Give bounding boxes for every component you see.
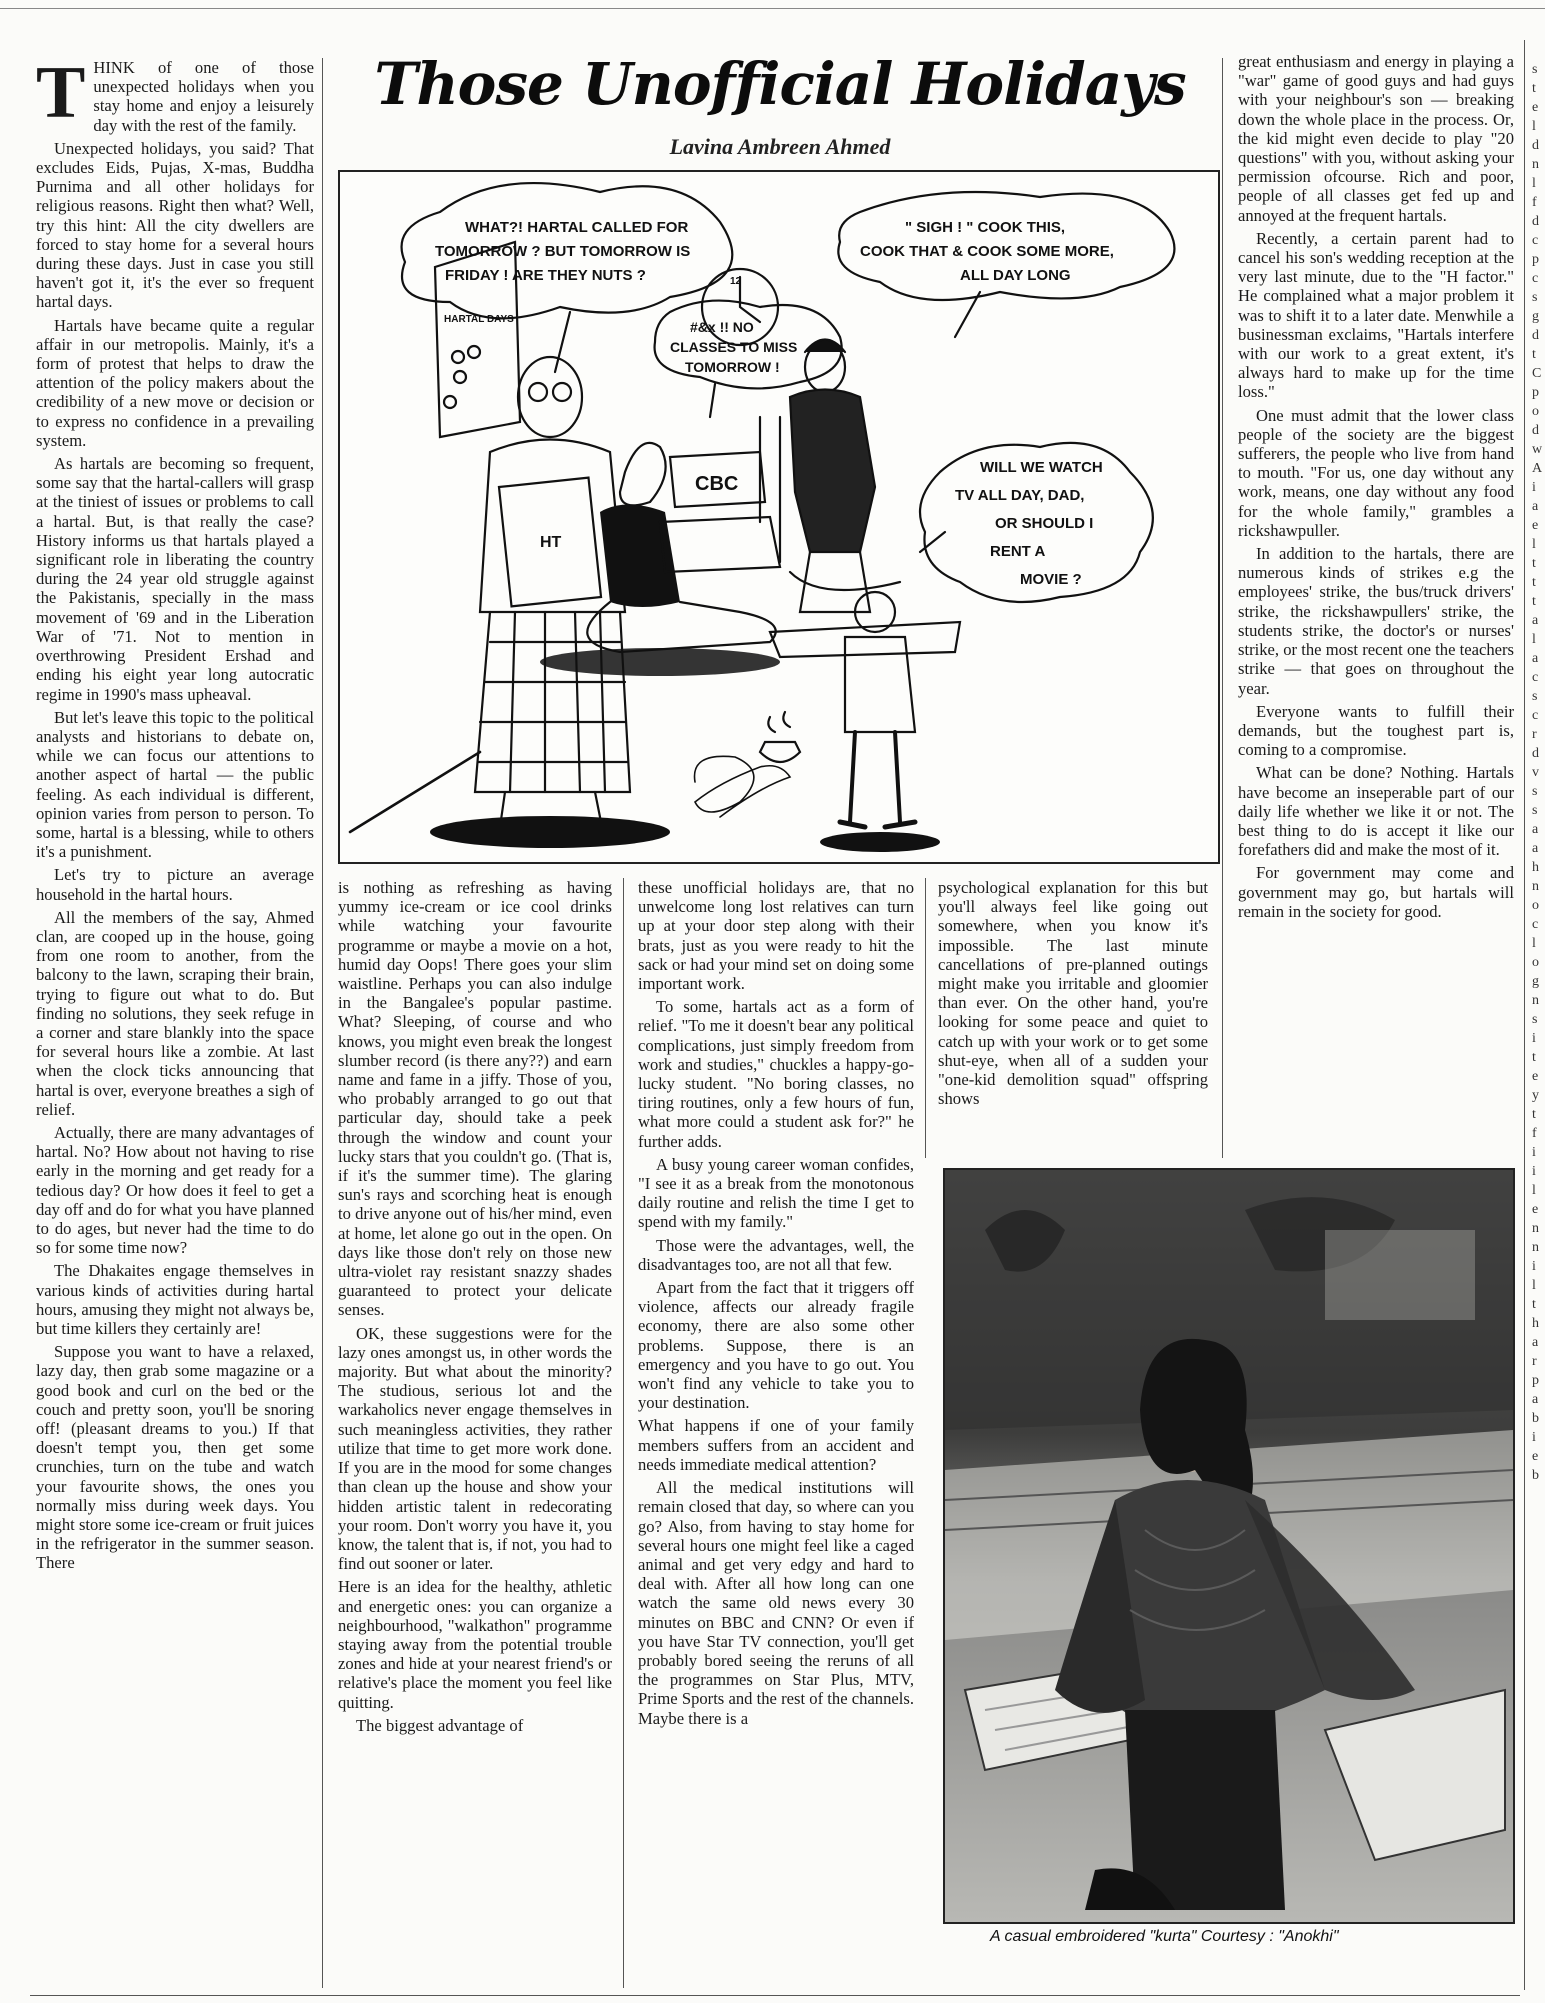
edge-letter: p <box>1532 385 1539 400</box>
article-column-4 <box>938 878 1208 1158</box>
paragraph: these unofficial holidays are, that no unwelcome long lost relatives can turn up at your door step along with their brats, just as you were ready to hit the sack or had your mind set on doing some important work. <box>638 878 914 994</box>
edge-letter: s <box>1532 290 1538 305</box>
edge-letter: t <box>1532 1050 1536 1065</box>
edge-letter: t <box>1532 1107 1536 1122</box>
paragraph: To some, hartals act as a form of relief. "To me it doesn't bear any political complications, just simply freedom from work and studies," chuckles a happy-go-lucky student. "No boring classes, no tiring routines, only a few hours of fun, what more could a student ask for?" he further adds. <box>638 997 914 1151</box>
edge-letter: c <box>1532 708 1539 723</box>
edge-letter: y <box>1532 1088 1539 1103</box>
paragraph: Hartals have became quite a regular affair in our metropolis. Mainly, it's a form of protest that helps to draw the attention of the policy makers about the credibility of a new move or decision or to express no confidence in a prevailing system. <box>36 315 314 450</box>
edge-letter: e <box>1532 1069 1539 1084</box>
paragraph: But let's leave this topic to the political analysts and historians to debate on, while we can focus our attentions to another aspect of hartal — the public feeling. As each individual is different, opinion varies from person to person. To some, hartal is a blessing, while to others it's a punishment. <box>36 707 314 862</box>
father-lungi <box>475 612 630 792</box>
article-column-2 <box>338 878 612 1990</box>
edge-letter: v <box>1532 765 1539 780</box>
edge-letter: p <box>1532 1373 1539 1388</box>
child-body <box>845 637 915 732</box>
bubble-son-text: #&x !! NO CLASSES TO MISS TOMORROW ! <box>670 319 798 375</box>
edge-letter: a <box>1532 1392 1539 1407</box>
edge-letter: a <box>1532 841 1539 856</box>
paragraph: One must admit that the lower class people of the society are the biggest sufferers, the people who live from hand to mouth. "For us, one day without any work, means, one day without any food for the whole family," grambles a rickshawpuller. <box>1238 405 1514 540</box>
bubble-father-text: WHAT?! HARTAL CALLED FOR TOMORROW ? BUT TOMORROW IS FRIDAY ! ARE THEY NUTS ? <box>435 219 691 284</box>
bubble-child-text: WILL WE WATCH TV ALL DAY, DAD, OR SHOULD I RENT A MOVIE ? <box>955 459 1103 588</box>
column-rule <box>1222 58 1223 1158</box>
article-column-1 <box>36 58 314 1993</box>
father-head <box>518 357 582 437</box>
photo-caption: A casual embroidered "kurta" Courtesy : "Anokhi" <box>990 1928 1339 1945</box>
clock-numeral: 12 <box>730 276 742 287</box>
edge-letter: e <box>1532 518 1539 533</box>
edge-letter: l <box>1532 1278 1536 1293</box>
photo-image <box>945 1170 1513 1922</box>
edge-letter: i <box>1532 480 1536 495</box>
article-column-5 <box>1238 52 1514 1152</box>
edge-letter: i <box>1532 1164 1536 1179</box>
edge-letter: d <box>1532 214 1539 229</box>
edge-letter: i <box>1532 1031 1536 1046</box>
edge-letter: c <box>1532 670 1539 685</box>
edge-letter: n <box>1532 879 1539 894</box>
column-rule <box>322 58 323 1988</box>
edge-letter: g <box>1532 974 1539 989</box>
edge-letter: n <box>1532 1240 1539 1255</box>
paragraph: Those were the advantages, well, the disadvantages too, are not all that few. <box>638 1235 914 1274</box>
edge-letter: i <box>1532 1259 1536 1274</box>
edge-letter: r <box>1532 727 1537 742</box>
edge-letter: s <box>1532 1012 1538 1027</box>
edge-letter: s <box>1532 784 1538 799</box>
edge-letter: d <box>1532 328 1539 343</box>
paragraph: is nothing as refreshing as having yummy ice-cream or ice cool drinks while watching your favourite programme or maybe a movie on a hot, humid day Oops! There goes your slim waistline. Perhaps you can also indulge in the Bangalee's popular pastime. What? Sleeping, of course and who knows, you might even break the longest slumber record (is there any??) and earn name and fame in a jiffy. Those of you, who probably arranged to go out that particular day, should take a peek through the window and count your lucky stars that you couldn't go. (That is, if it's the summer time). The glaring sun's rays and scorching heat is enough to drive anyone out of his/her mind, even at home, let alone go out in the open. On days like those don't rely on those new ultra-violet ray resistant snazzy shades guaranteed to protect your delicate senses. <box>338 878 612 1320</box>
edge-letter: n <box>1532 1221 1539 1236</box>
edge-letter: c <box>1532 271 1539 286</box>
edge-letter: s <box>1532 803 1538 818</box>
column-rule <box>623 878 624 1988</box>
calendar-label: HARTAL DAYS <box>444 314 514 325</box>
edge-letter: o <box>1532 955 1539 970</box>
paragraph: Actually, there are many advantages of hartal. No? How about not having to rise early in the morning and get ready for a tedious day? Or how does it feel to get a day off and do for what you have planned to do ages, but never had the time to do so for some time now? <box>36 1122 314 1258</box>
edge-letter: p <box>1532 252 1539 267</box>
adjacent-article-edge <box>1532 60 1545 1990</box>
edge-letter: g <box>1532 309 1539 324</box>
edge-letter: f <box>1532 1126 1537 1141</box>
artist-signature <box>695 756 791 817</box>
edge-letter: e <box>1532 100 1539 115</box>
edge-letter: w <box>1532 442 1543 457</box>
article-column-3 <box>638 878 914 1990</box>
column-rule <box>925 878 926 1158</box>
edge-letter: l <box>1532 537 1536 552</box>
bottom-rule <box>30 1995 1520 1996</box>
lead-paragraph: THINK of one of those unexpected holidays when you stay home and enjoy a leisurely day with the rest of the family. <box>36 58 314 135</box>
model-trousers <box>1125 1710 1285 1910</box>
paragraph: Let's try to picture an average household in the hartal hours. <box>36 865 314 904</box>
edge-letter: l <box>1532 1183 1536 1198</box>
edge-letter: n <box>1532 993 1539 1008</box>
paragraph: The biggest advantage of <box>356 1715 524 1735</box>
paragraph: OK, these suggestions were for the lazy ones amongst us, in other words the majority. But what about the minority? The studious, serious lot and the warkaholics never engage themselves in such meaningless activities, they rather utilize that time to get more work done. If you are in the mood for some changes than clean up the house and show your hidden artistic talent in redecorating your room. Don't worry you have it, you know, the talent that is, if not, you had to find out sooner or later. <box>338 1323 612 1574</box>
edge-letter: l <box>1532 119 1536 134</box>
paragraph: Apart from the fact that it triggers off violence, affects our already fragile economy, there are also some other problems. Suppose, there is an emergency and you have to go out. You won't find any vehicle to take you to your destination. <box>638 1278 914 1413</box>
paragraph: As hartals are becoming so frequent, some say that the hartal-callers will grasp at the tiniest of issues or problems to call a hartal. But, is that really the case? History informs us that hartals played a significant role in liberating the country during the 24 year old struggle against the Pakistanis, specially in the mass movement of '69 and in the Liberation War of '71. Not to mention in overthrowing President Ershad and ending his eight year long autocratic regime in 1990's mass upheaval. <box>36 454 314 704</box>
edge-letter: a <box>1532 651 1539 666</box>
byline: Lavina Ambreen Ahmed <box>669 134 891 159</box>
edge-letter: f <box>1532 195 1537 210</box>
paragraph: great enthusiasm and energy in playing a "war" game of good guys and had guys with your neighbour's son — breaking down the whole place in the process. Or, the kid might even decide to play "20 questions" with you, without asking your permission ofcourse. Rich and poor, people of all classes get fed up and annoyed at the frequent hartals. <box>1238 52 1514 225</box>
radio-label: CBC <box>695 473 739 495</box>
edge-letter: l <box>1532 176 1536 191</box>
edge-letter: c <box>1532 917 1539 932</box>
paragraph: A busy young career woman confides, "I see it as a break from the monotonous daily routine and relish the time I get to spend with my family." <box>638 1154 914 1232</box>
paragraph: What happens if one of your family members suffers from an accident and needs immediate medical attention? <box>638 1416 914 1474</box>
edge-letter: h <box>1532 1316 1539 1331</box>
edge-letter: n <box>1532 157 1539 172</box>
mother-sari <box>790 390 875 553</box>
edge-letter: a <box>1532 499 1539 514</box>
edge-letter: s <box>1532 689 1538 704</box>
edge-letter: a <box>1532 822 1539 837</box>
edge-letter: i <box>1532 1145 1536 1160</box>
edge-letter: s <box>1532 62 1538 77</box>
edge-letter: t <box>1532 575 1536 590</box>
edge-letter: b <box>1532 1411 1539 1426</box>
edge-letter: c <box>1532 233 1539 248</box>
edge-letter: e <box>1532 1449 1539 1464</box>
edge-letter: d <box>1532 423 1539 438</box>
edge-letter: t <box>1532 1297 1536 1312</box>
column-rule <box>1524 40 1525 1990</box>
son-figure <box>620 443 666 505</box>
edge-letter: o <box>1532 404 1539 419</box>
edge-letter: o <box>1532 898 1539 913</box>
cartoon-drawing <box>340 172 1218 862</box>
edge-letter: h <box>1532 860 1539 875</box>
edge-letter: A <box>1532 461 1543 476</box>
paragraph: Unexpected holidays, you said? That excludes Eids, Pujas, X-mas, Buddha Purnima and all other holidays for religious reasons. Right then what? Well, try this hint: All the city dwellers are forced to stay home for a several hours during these days. Just in case you still haven't got it, it's the ever so frequent hartal days. <box>36 138 314 312</box>
paragraph: For government may come and government may go, but hartals will remain in the society for good. <box>1238 863 1514 921</box>
edge-letter: a <box>1532 613 1539 628</box>
paragraph: Suppose you want to have a relaxed, lazy day, then grab some magazine or a good book and curl on the bed or the couch and pretty soon, you'll be snoring off! (pleasant dreams to you.) If that doesn't tempt you, then get some crunchies, turn on the tube and watch your favourite shows, the ones you normally miss during week days. You might store some ice-cream or fruit juices in the refrigerator in the summer season. There <box>36 1342 314 1573</box>
newspaper-label: HT <box>540 534 562 551</box>
edge-letter: l <box>1532 936 1536 951</box>
edge-letter: C <box>1532 366 1542 381</box>
paragraph: Here is an idea for the healthy, athletic and energetic ones: you can organize a neighbourhood, "walkathon" programme staying away from the potential trouble zones and hide at your nearest friend's or relative's place the moment you feel like quitting. <box>338 1577 612 1712</box>
edge-letter: e <box>1532 1202 1539 1217</box>
page-top-rule <box>0 0 1545 9</box>
edge-letter: d <box>1532 746 1539 761</box>
paragraph: All the medical institutions will remain closed that day, so where can you go? Also, from having to stay home for several hours one might feel like a caged animal and get very edgy and hard to deal with. After all how long can one watch the same old news every 30 minutes on BBC and CNN? Or even if you have Star TV connection, you'll get probably bored seeing the reruns of all the programmes on Star Plus, MTV, Prime Sports and the rest of the channels. Maybe there is a <box>638 1478 914 1728</box>
paragraph: In addition to the hartals, there are numerous kinds of strikes e.g the employees' strike, the bus/truck drivers' strike, the rickshawpullers' strike, the students strike, the doctor's or nurses' strike, or the most recent one the teachers strike — that goes on throughout the year. <box>1238 544 1514 698</box>
edge-letter: t <box>1532 594 1536 609</box>
paragraph: Recently, a certain parent had to cancel his son's wedding reception at the very last minute, due to the "H factor." He complained what a major problem it was to shift it to a later date. Menwhile a businessman exclaims, "Hartals interfere with our work to a great extent, it's always hard to make up for the time loss." <box>1238 228 1514 402</box>
edge-letter: t <box>1532 347 1536 362</box>
edge-letter: a <box>1532 1335 1539 1350</box>
fashion-photo <box>943 1168 1515 1924</box>
edge-letter: l <box>1532 632 1536 647</box>
drop-cap: T <box>36 58 86 134</box>
edge-letter: i <box>1532 1430 1536 1445</box>
edge-letter: d <box>1532 138 1539 153</box>
paragraph: What can be done? Nothing. Hartals have become an inseperable part of our daily life whether we like it or not. The best thing to do is accept it like our forefathers did and make the most of it. <box>1238 763 1514 860</box>
paragraph: Everyone wants to fulfill their demands, but the toughest part is, coming to a compromise. <box>1238 701 1514 760</box>
edge-letter: r <box>1532 1354 1537 1369</box>
paragraph: The Dhakaites engage themselves in various kinds of activities during hartal hours, amusing they might not always be, but time killers they certainly are! <box>36 1261 314 1338</box>
edge-letter: t <box>1532 556 1536 571</box>
teacup <box>760 742 800 762</box>
paragraph: psychological explanation for this but you'll always feel like going out somewhere, when you know it's impossible. The last minute cancellations of pre-planned outings might make you irritable and gloomier than ever. On the other hand, you're looking for some peace and quiet to catch up with your work or to get some shut-eye, when all of a sudden your "one-kid demolition squad" offspring shows <box>938 878 1208 1109</box>
paragraph: All the members of the say, Ahmed clan, are cooped up in the house, going from one room to another, from the balcony to the lawn, scraping their brain, trying to figure out what to do. But finding no solutions, they seek refuge in a corner and stare blankly into the space for several hours like a zombie. At last when the clock ticks announcing that hartal is over, everyone breathes a sigh of relief. <box>36 907 314 1119</box>
headline: Those Unofficial Holidays <box>374 50 1186 118</box>
bubble-mother-text: " SIGH ! " COOK THIS, COOK THAT & COOK SOME MORE, ALL DAY LONG <box>860 219 1114 284</box>
cartoon-illustration <box>338 170 1220 864</box>
edge-letter: t <box>1532 81 1536 96</box>
edge-letter: b <box>1532 1468 1539 1483</box>
